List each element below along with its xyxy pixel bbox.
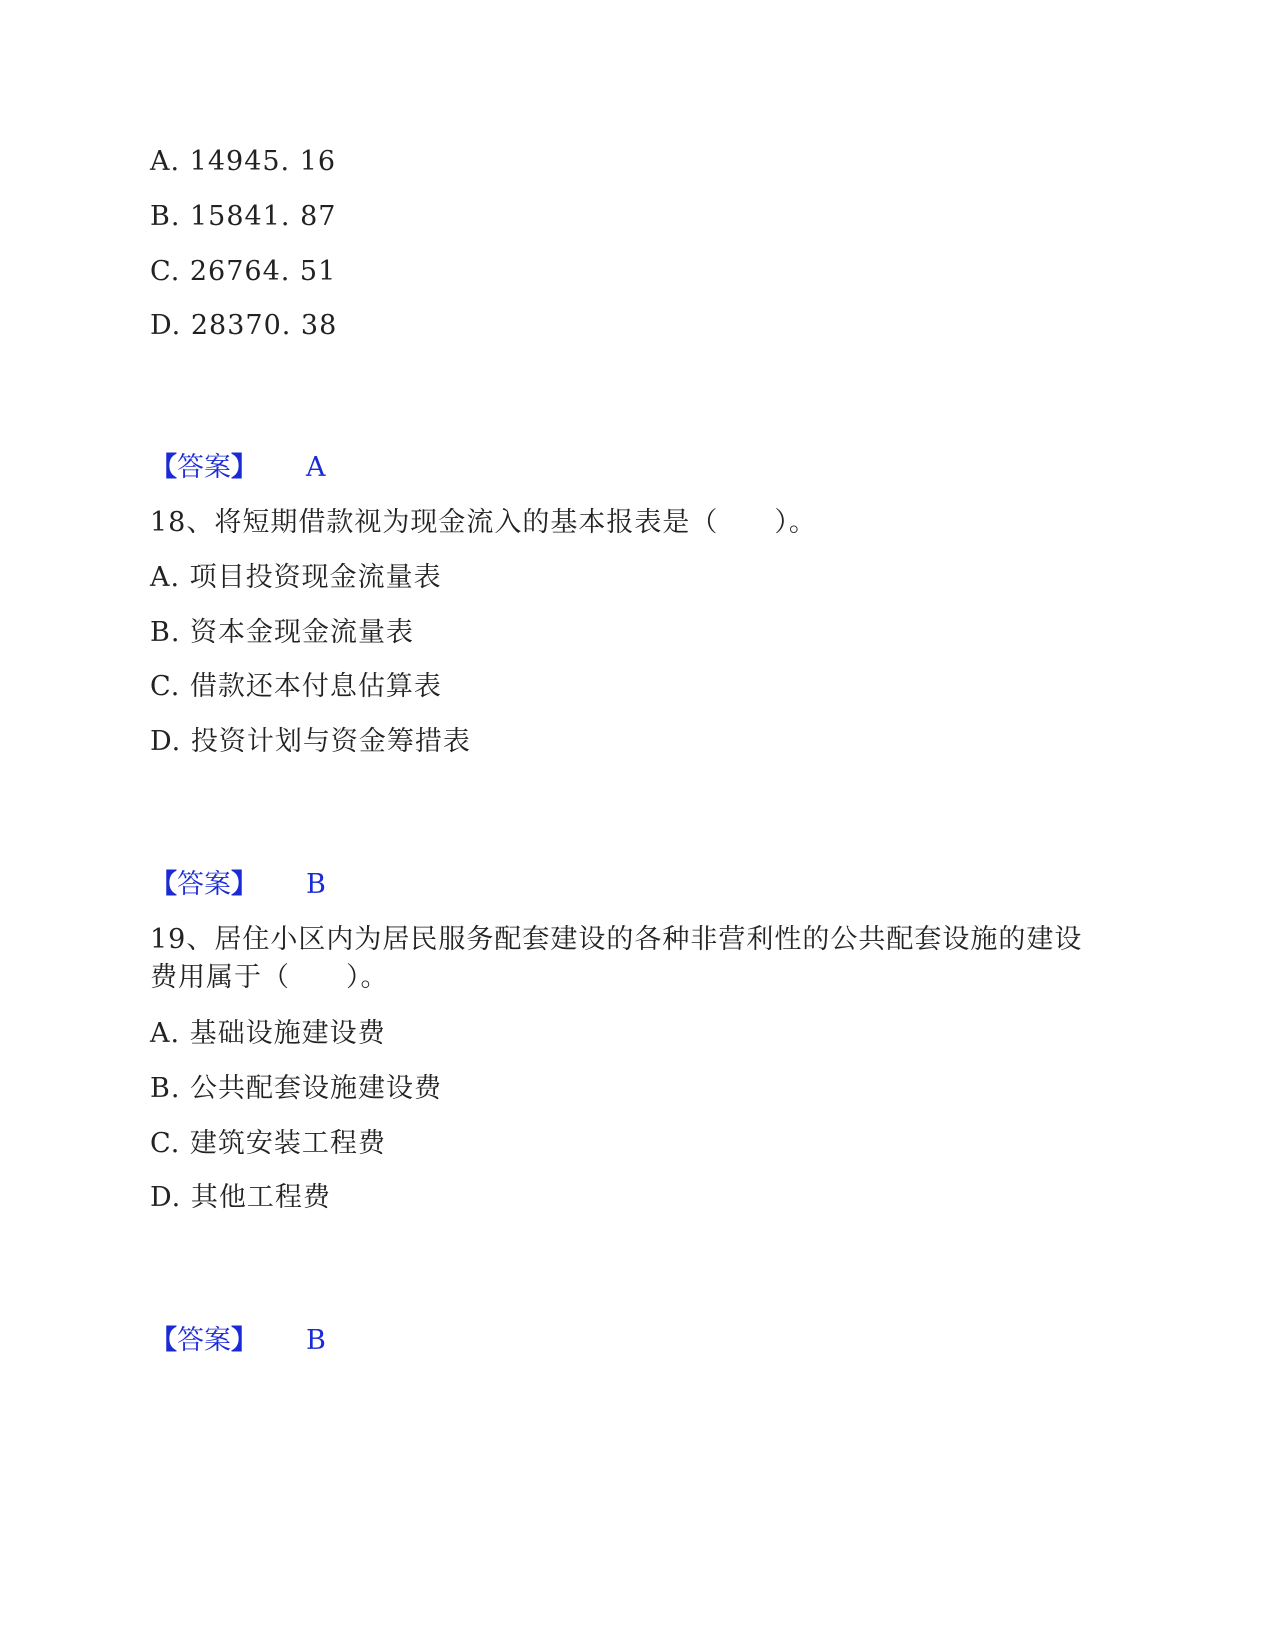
answer-close-bracket: 】	[231, 452, 258, 483]
q17-option-b: B. 15841. 87	[150, 201, 337, 232]
q18-answer	[150, 869, 326, 901]
q18-option-a: A. 项目投资现金流量表	[150, 562, 442, 593]
q19-stem-line2: 费用属于（ ）。	[150, 962, 389, 993]
q19-option-b: B. 公共配套设施建设费	[150, 1073, 443, 1104]
q19-option-d: D. 其他工程费	[150, 1182, 331, 1213]
q18-option-c: C. 借款还本付息估算表	[150, 671, 442, 702]
q17-option-c: C. 26764. 51	[150, 256, 337, 287]
q18-option-d: D. 投资计划与资金筹措表	[150, 726, 471, 757]
q18-stem: 18、将短期借款视为现金流入的基本报表是（ ）。	[150, 507, 817, 538]
q19-option-c: C. 建筑安装工程费	[150, 1128, 386, 1159]
answer-label: 答案	[177, 869, 231, 900]
answer-value: A	[306, 452, 326, 483]
answer-label: 答案	[177, 1325, 231, 1356]
answer-close-bracket: 】	[231, 1325, 258, 1356]
q17-option-a: A. 14945. 16	[150, 146, 337, 177]
q19-stem-line1: 19、居住小区内为居民服务配套建设的各种非营利性的公共配套设施的建设	[150, 924, 1083, 955]
answer-open-bracket: 【	[150, 1325, 177, 1356]
answer-label: 答案	[177, 452, 231, 483]
q17-option-d: D. 28370. 38	[150, 310, 338, 341]
q19-answer	[150, 1325, 326, 1357]
answer-open-bracket: 【	[150, 452, 177, 483]
q17-answer	[150, 452, 326, 484]
q19-option-a: A. 基础设施建设费	[150, 1018, 386, 1049]
answer-open-bracket: 【	[150, 869, 177, 900]
answer-value: B	[306, 1325, 326, 1356]
q18-option-b: B. 资本金现金流量表	[150, 617, 415, 648]
answer-close-bracket: 】	[231, 869, 258, 900]
answer-value: B	[306, 869, 326, 900]
